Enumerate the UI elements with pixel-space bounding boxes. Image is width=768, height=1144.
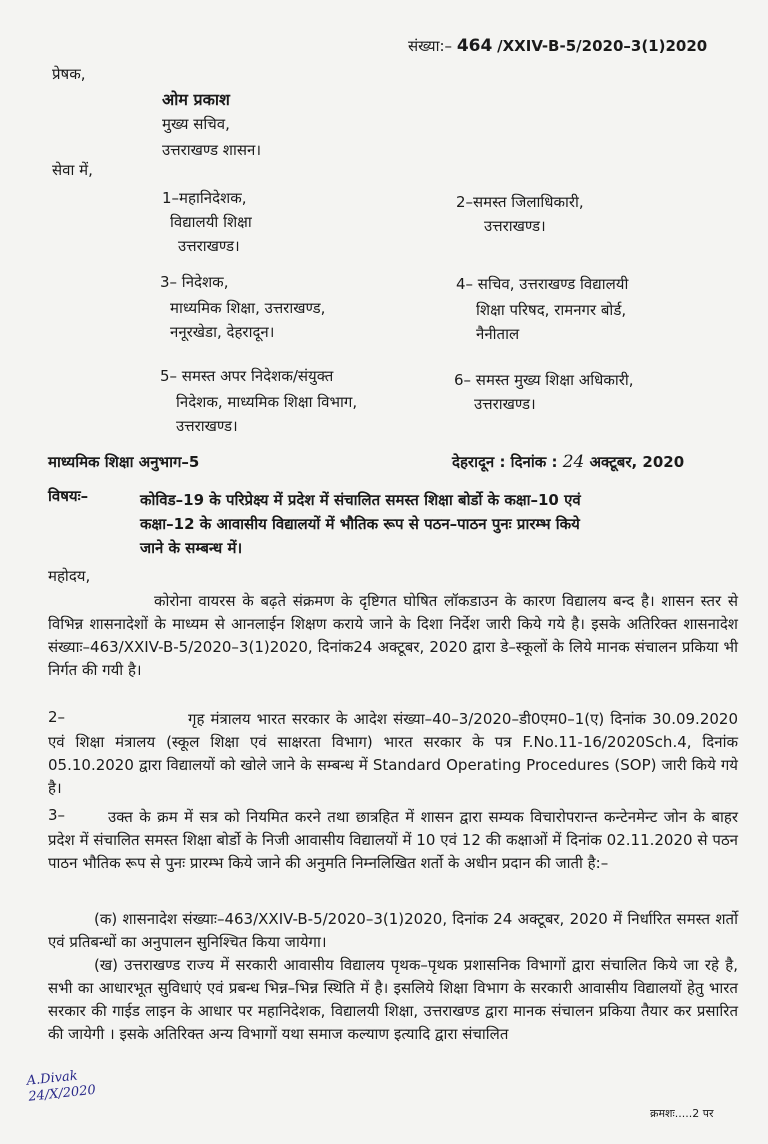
date-day: 24 xyxy=(562,452,585,472)
salutation: महोदय, xyxy=(48,567,91,585)
recipient-5-line1: 5– समस्त अपर निदेशक/संयुक्त xyxy=(160,367,334,385)
subject-line-3: जाने के सम्बन्ध में। xyxy=(140,539,243,557)
recipient-3-line1: 3– निदेशक, xyxy=(160,273,229,291)
sender-name: ओम प्रकाश xyxy=(162,90,230,109)
recipient-1-line3: उत्तराखण्ड। xyxy=(178,237,240,255)
recipient-3-line3: ननूरखेडा, देहरादून। xyxy=(170,323,275,341)
subject-text xyxy=(140,488,736,560)
recipients-label: सेवा में, xyxy=(52,161,93,179)
sender-designation: मुख्य सचिव, xyxy=(162,115,230,133)
subject-line-1: कोविड–19 के परिप्रेक्ष्य में प्रदेश में संचालित समस्त शिक्षा बोर्डो के कक्षा–10 एवं xyxy=(140,491,581,509)
recipient-2-line2: उत्तराखण्ड। xyxy=(484,217,546,235)
recipient-2-line1: 2–समस्त जिलाधिकारी, xyxy=(456,193,584,211)
subject-line-2: कक्षा–12 के आवासीय विद्यालयों में भौतिक रूप से पठन–पाठन पुनः प्रारम्भ किये xyxy=(140,515,580,533)
paragraph-1: कोरोना वायरस के बढ़ते संक्रमण के दृष्टिगत घोषित लॉकडाउन के कारण विद्यालय बन्द है। शासन स्तर से विभिन्न शासनादेशों के माध्यम से आनलाईन शिक्षण कराये जाने के दिशा निर्देश जारी किये गये है। इसके अतिरिक्त शासनादेश संख्याः–463/XXIV-B-5/2020–3(1)2020, दिनांक24 अक्टूबर, 2020 द्वारा डे–स्कूलों के लिये मानक संचालन प्रकिया भी निर्गत की गयी है। xyxy=(48,592,738,679)
ref-suffix: /XXIV-B-5/2020–3(1)2020 xyxy=(497,37,708,55)
paragraph-3-number: 3– xyxy=(48,806,66,824)
section-name: माध्यमिक शिक्षा अनुभाग–5 xyxy=(48,453,200,471)
recipient-5-line3: उत्तराखण्ड। xyxy=(176,417,238,435)
ref-label: संख्या:– xyxy=(408,37,453,55)
recipient-6-line1: 6– समस्त मुख्य शिक्षा अधिकारी, xyxy=(454,371,634,389)
recipient-1-line2: विद्यालयी शिक्षा xyxy=(170,213,252,231)
sender-office: उत्तराखण्ड शासन। xyxy=(162,141,262,159)
recipient-4-line3: नैनीताल xyxy=(476,325,520,343)
recipient-1-line1: 1–महानिदेशक, xyxy=(162,189,247,207)
handwritten-signature xyxy=(26,1062,140,1117)
paragraph-b: (ख) उत्तराखण्ड राज्य में सरकारी आवासीय विद्यालय पृथक–पृथक प्रशासनिक विभागों द्वारा संचालित किये जा रहे है, सभी का आधारभूत सुविधाएं एवं प्रबन्ध भिन्न–भिन्न स्थिति में है। इसलिये शिक्षा विभाग के सरकारी आवासीय विद्यालयों हेतु भारत सरकार की गाईड लाइन के आधार पर महानिदेशक, विद्यालयी शिक्षा, उत्तराखण्ड द्वारा मानक संचालन प्रकिया तैयार कर प्रसारित की जायेगी । इसके अतिरिक्त अन्य विभागों यथा समाज कल्याण इत्यादि द्वारा संचालित xyxy=(48,956,738,1043)
paragraph-2-number: 2– xyxy=(48,708,66,726)
place-label: देहरादून : दिनांक : xyxy=(452,453,558,471)
signature-name: A.Divak xyxy=(26,1068,79,1089)
recipient-6-line2: उत्तराखण्ड। xyxy=(474,395,536,413)
signature-date: 24/X/2020 xyxy=(27,1082,97,1105)
place-date xyxy=(452,452,684,472)
paragraph-2: गृह मंत्रालय भारत सरकार के आदेश संख्या–40–3/2020–डी0एम0–1(ए) दिनांक 30.09.2020 एवं शिक्षा मंत्रालय (स्कूल शिक्षा एवं साक्षरता विभाग) भारत सरकार के पत्र F.No.11-16/2020Sch.4, दिनांक 05.10.2020 द्वारा विद्यालयों को खोले जाने के सम्बन्ध में Standard Operating Procedures (SOP) जारी किये गये है। xyxy=(48,710,738,797)
date-rest: अक्टूबर, 2020 xyxy=(589,453,685,471)
subject-label: विषयः– xyxy=(48,487,89,505)
continued-note: क्रमशः.....2 पर xyxy=(650,1107,714,1120)
sender-label: प्रेषक, xyxy=(52,65,86,83)
reference-number xyxy=(408,36,707,56)
recipient-4-line2: शिक्षा परिषद, रामनगर बोर्ड, xyxy=(476,301,627,319)
recipient-5-line2: निदेशक, माध्यमिक शिक्षा विभाग, xyxy=(176,393,358,411)
recipient-3-line2: माध्यमिक शिक्षा, उत्तराखण्ड, xyxy=(170,299,326,317)
ref-number: 464 xyxy=(456,36,493,56)
paragraph-a: (क) शासनादेश संख्याः–463/XXIV-B-5/2020–3(1)2020, दिनांक 24 अक्टूबर, 2020 में निर्धारित समस्त शर्तो एवं प्रतिबन्धों का अनुपालन सुनिश्चित किया जायेगा। xyxy=(48,910,738,951)
paragraph-3: उक्त के क्रम में सत्र को नियमित करने तथा छात्रहित में शासन द्वारा सम्यक विचारोपरान्त कन्टेनमेन्ट जोन के बाहर प्रदेश में संचालित समस्त शिक्षा बोर्डो के निजी आवासीय विद्यालयों में 10 एवं 12 की कक्षाओं में दिनांक 02.11.2020 से पठन पाठन भौतिक रूप से पुनः प्रारम्भ किये जाने की अनुमति निम्नलिखित शर्तो के अधीन प्रदान की जाती है:– xyxy=(48,808,738,872)
recipient-4-line1: 4– सचिव, उत्तराखण्ड विद्यालयी xyxy=(456,275,629,293)
